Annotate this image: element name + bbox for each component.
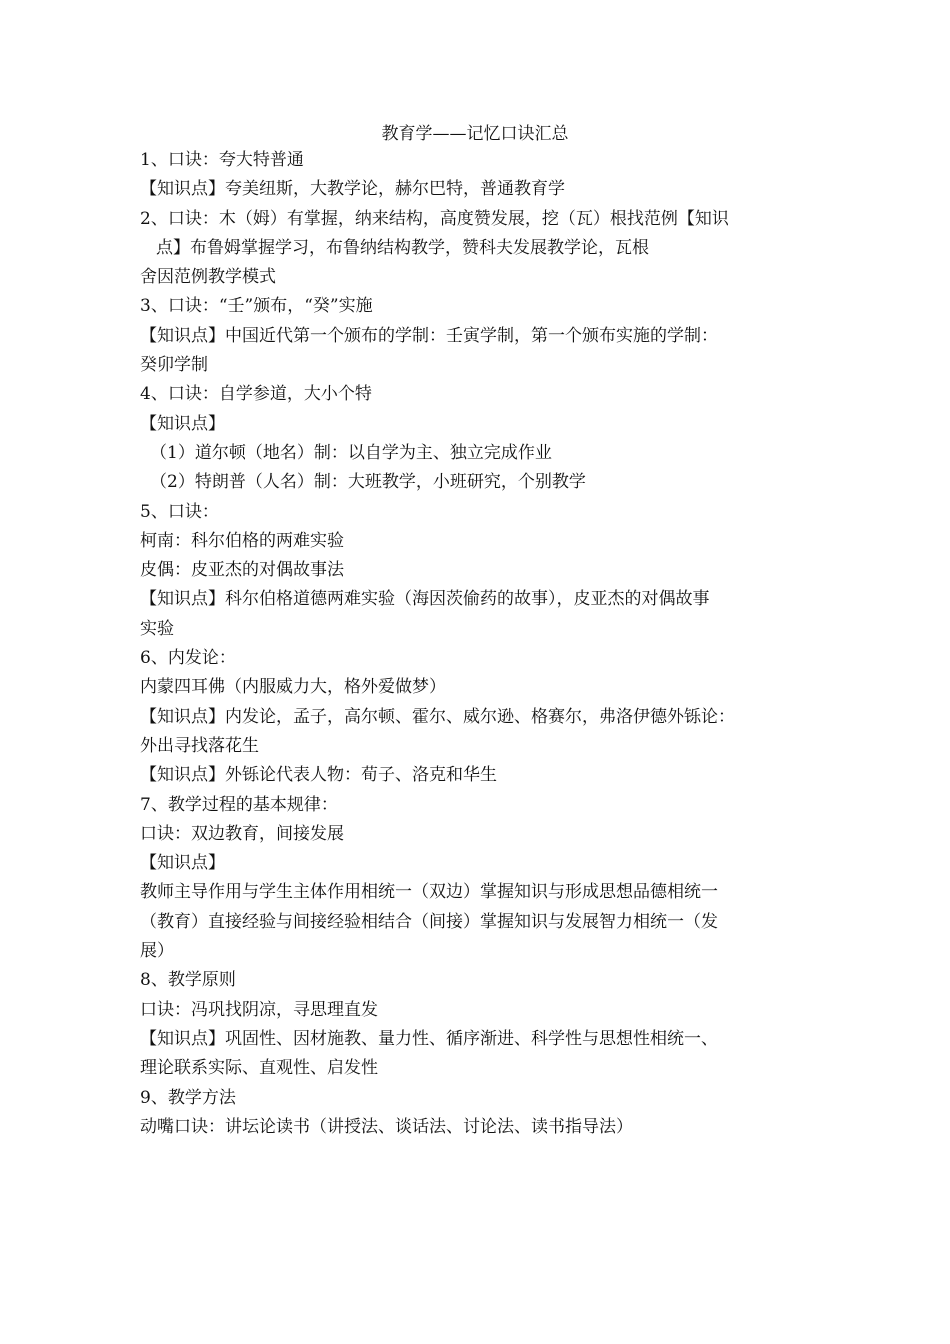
text-line: 口诀：双边教育，间接发展 xyxy=(140,823,344,844)
text-line: 皮偶：皮亚杰的对偶故事法 xyxy=(140,560,344,581)
text-line: 内蒙四耳佛（内服威力大，格外爱做梦） xyxy=(140,677,446,698)
document-title: 教育学——记忆口诀汇总 xyxy=(381,124,569,144)
knowledge-point-line: 【知识点】科尔伯格道德两难实验（海因茨偷药的故事），皮亚杰的对偶故事 xyxy=(140,589,710,610)
text-line: 1、口诀：夸大特普通 xyxy=(140,150,304,170)
knowledge-point-line: 【知识点】 xyxy=(140,413,225,434)
list-item: （2）特朗普（人名）制：大班教学，小班研究，个别教学 xyxy=(150,472,586,493)
text-line: 点】布鲁姆掌握学习，布鲁纳结构教学，赞科夫发展教学论，瓦根 xyxy=(156,237,649,258)
knowledge-point-line: 【知识点】夸美纽斯，大教学论，赫尔巴特，普通教育学 xyxy=(140,179,565,200)
text-line: 5、口诀： xyxy=(140,501,219,522)
text-line: 6、内发论： xyxy=(140,648,236,669)
knowledge-point-line: 【知识点】巩固性、因材施教、量力性、循序渐进、科学性与思想性相统一、 xyxy=(140,1028,718,1049)
text-line: 癸卯学制 xyxy=(140,355,208,376)
knowledge-point-line: 【知识点】 xyxy=(140,853,225,874)
document-body xyxy=(140,146,820,1142)
text-line: 教师主导作用与学生主体作用相统一（双边）掌握知识与形成思想品德相统一 xyxy=(140,882,718,903)
knowledge-point-line: 【知识点】外铄论代表人物：荀子、洛克和华生 xyxy=(140,765,497,786)
text-line: 动嘴口诀：讲坛论读书（讲授法、谈话法、讨论法、读书指导法） xyxy=(140,1116,633,1137)
list-item: （1）道尔顿（地名）制：以自学为主、独立完成作业 xyxy=(150,442,552,463)
knowledge-point-line: 【知识点】中国近代第一个颁布的学制：壬寅学制，第一个颁布实施的学制： xyxy=(140,325,718,346)
text-line: 展） xyxy=(140,941,174,962)
text-line: 口诀：冯巩找阴凉，寻思理直发 xyxy=(140,999,378,1020)
text-line: 理论联系实际、直观性、启发性 xyxy=(140,1058,378,1079)
text-line: 2、口诀：木（姆）有掌握，纳来结构，高度赞发展，挖（瓦）根找范例【知识 xyxy=(140,208,729,229)
text-line: 舍因范例教学模式 xyxy=(140,267,276,288)
text-line: 外出寻找落花生 xyxy=(140,735,259,756)
text-line: 3、口诀：“壬”颁布，“癸”实施 xyxy=(140,296,373,317)
text-line: 柯南：科尔伯格的两难实验 xyxy=(140,530,344,551)
knowledge-point-line: 【知识点】内发论，孟子，高尔顿、霍尔、威尔逊、格赛尔，弗洛伊德外铄论： xyxy=(140,706,735,727)
text-line: 4、口诀：自学参道，大小个特 xyxy=(140,384,372,405)
text-line: 9、教学方法 xyxy=(140,1087,236,1108)
text-line: 7、教学过程的基本规律： xyxy=(140,794,338,815)
text-line: （教育）直接经验与间接经验相结合（间接）掌握知识与发展智力相统一（发 xyxy=(140,911,718,932)
text-line: 实验 xyxy=(140,618,174,639)
text-line: 8、教学原则 xyxy=(140,970,236,991)
